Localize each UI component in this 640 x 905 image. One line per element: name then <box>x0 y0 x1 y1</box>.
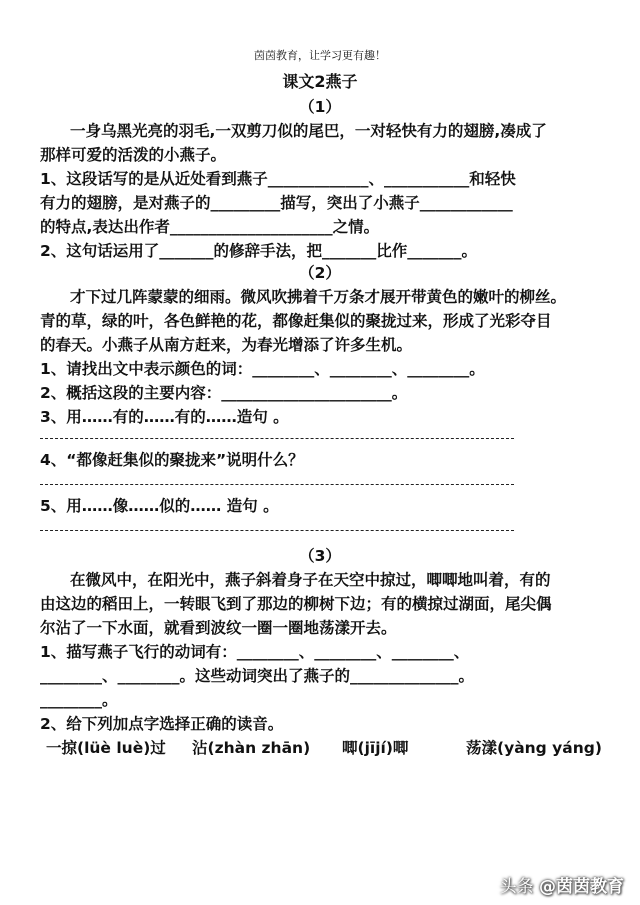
answer-line <box>40 484 514 485</box>
question-line: 的特点,表达出作者_____________________之情。 <box>40 218 380 236</box>
section-number: （3） <box>299 547 341 565</box>
pinyin-item: 一掠(lüè luè)过 <box>46 739 166 757</box>
passage-line: 由这边的稻田上，一转眼飞到了那边的柳树下边；有的横掠过湖面，尾尖偶 <box>40 595 552 613</box>
passage-line: 才下过几阵蒙蒙的细雨。微风吹拂着千万条才展开带黄色的嫩叶的柳丝。 <box>70 288 567 306</box>
passage-line: 一身乌黑光亮的羽毛,一双剪刀似的尾巴，一对轻快有力的翅膀,凑成了 <box>70 122 547 140</box>
question-line: 2、这句话运用了_______的修辞手法，把_______比作_______。 <box>40 242 478 260</box>
question-line: ________。 <box>40 691 118 709</box>
passage-line: 青的草，绿的叶，各色鲜艳的花，都像赶集似的聚拢过来，形成了光彩夺目 <box>40 312 552 330</box>
watermark-handle: @茵茵教育 <box>539 877 624 897</box>
passage-line: 的春天。小燕子从南方赶来，为春光增添了许多生机。 <box>40 336 413 354</box>
answer-line <box>40 438 514 439</box>
question-line: 2、概括这段的主要内容：______________________。 <box>40 384 408 402</box>
page-title: 课文2燕子 <box>282 72 358 91</box>
question-line: 4、“都像赶集似的聚拢来”说明什么？ <box>40 451 304 469</box>
question-line: 1、描写燕子飞行的动词有：________、________、________、 <box>40 643 470 661</box>
watermark-prefix: 头条 <box>499 877 534 897</box>
passage-line: 在微风中，在阳光中，燕子斜着身子在天空中掠过，唧唧地叫着，有的 <box>70 571 551 589</box>
pinyin-item: 唧(jījí)唧 <box>342 739 409 757</box>
page-header: 茵茵教育，让学习更有趣！ <box>254 49 386 62</box>
question-line: ________、________。这些动词突出了燕子的______________。 <box>40 667 475 685</box>
pinyin-item: 沾(zhàn zhān) <box>192 739 311 757</box>
question-line: 1、请找出文中表示颜色的词：________、________、________。 <box>40 360 485 378</box>
passage-line: 尔沾了一下水面，就看到波纹一圈一圈地荡漾开去。 <box>40 619 397 637</box>
question-line: 1、这段话写的是从近处看到燕子_____________、___________和轻快 <box>40 170 516 188</box>
section-number: （2） <box>299 264 341 282</box>
section-number: （1） <box>299 98 341 116</box>
question-line: 有力的翅膀，是对燕子的_________描写，突出了小燕子____________ <box>40 194 513 212</box>
pinyin-item: 荡漾(yàng yáng) <box>466 739 602 757</box>
answer-line <box>40 530 514 531</box>
question-line: 2、给下列加点字选择正确的读音。 <box>40 715 284 733</box>
question-line: 5、用……像……似的…… 造句 。 <box>40 497 279 515</box>
watermark <box>500 872 624 897</box>
question-line: 3、用……有的……有的……造句 。 <box>40 408 289 426</box>
passage-line: 那样可爱的活泼的小燕子。 <box>40 146 227 164</box>
